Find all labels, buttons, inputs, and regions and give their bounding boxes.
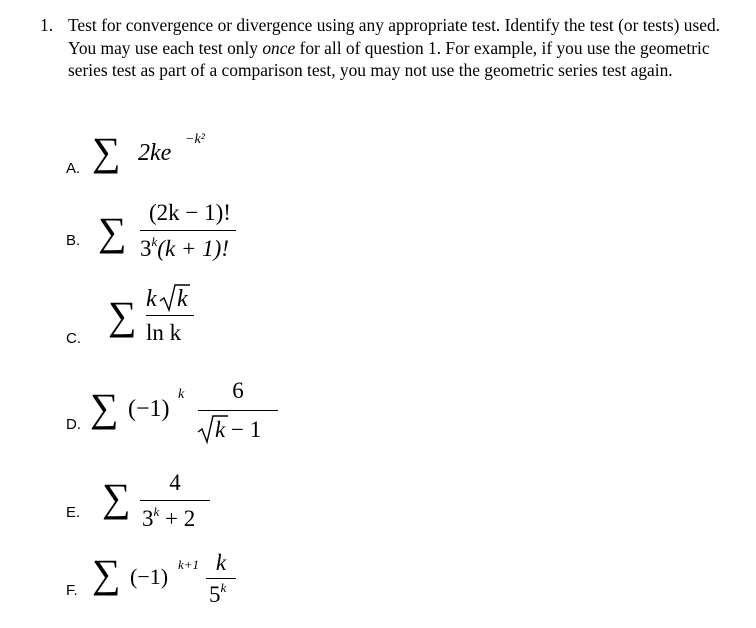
summation-icon: ∑: [90, 385, 119, 430]
part-b-den-rest: (k + 1)!: [157, 236, 229, 261]
part-d-den-rest: − 1: [225, 417, 262, 442]
fraction-bar: [140, 230, 236, 231]
part-f-numerator: k: [215, 550, 227, 575]
part-e-den-rest: + 2: [159, 506, 196, 531]
question-text-start: Test for convergence or divergence using any appropriate test. Identify the test (or tests) used. You may use each test only: [68, 15, 721, 58]
part-b-den-exponent: k: [151, 234, 158, 249]
question-text-emphasis: once: [262, 37, 296, 58]
part-b: [66, 198, 286, 268]
part-b-den-base: 3: [140, 236, 152, 261]
part-d-label: D.: [66, 416, 81, 433]
part-e-den-exponent: k: [153, 504, 160, 519]
part-e-numerator: 4: [169, 470, 181, 495]
summation-icon: ∑: [92, 551, 121, 596]
part-d: [66, 376, 306, 446]
part-d-numerator: 6: [232, 378, 244, 403]
part-c-denominator: [146, 320, 181, 346]
part-e-label: E.: [66, 504, 81, 521]
part-a: [66, 128, 266, 198]
part-c-den-text: ln k: [146, 320, 182, 345]
question-text-end: for all of question 1. For example, if you use the geometric series test as part of a comparison test, you may not use the geometric series test again.: [68, 37, 710, 80]
fraction-bar: [198, 410, 278, 411]
question-text: [68, 14, 728, 82]
part-c-num-k: k: [146, 286, 157, 312]
summation-icon: ∑: [98, 209, 127, 254]
part-d-denominator: [215, 417, 261, 443]
part-e-denominator: [142, 506, 195, 532]
part-f-label: F.: [66, 582, 78, 599]
part-a-base: 2ke: [138, 140, 172, 166]
fraction-bar: [146, 315, 194, 316]
part-a-label: A.: [66, 160, 81, 177]
part-d-sign-base: (−1): [128, 396, 170, 422]
part-b-label: B.: [66, 232, 81, 249]
summation-icon: ∑: [108, 293, 137, 338]
part-f-den-base: 5: [209, 582, 221, 607]
part-d-sign-exponent: k: [178, 387, 185, 402]
fraction-bar: [140, 500, 210, 501]
part-d-den-sqrt-k: k: [215, 417, 226, 442]
part-f-sign-base: (−1): [130, 564, 169, 589]
part-f: [66, 550, 266, 620]
part-f-denominator: [209, 582, 226, 608]
part-b-numerator: (2k − 1)!: [149, 200, 231, 225]
part-e: [66, 468, 266, 538]
part-a-exponent: −k²: [185, 132, 205, 147]
part-c: [66, 280, 246, 350]
part-c-label: C.: [66, 330, 81, 347]
question-number: 1.: [40, 15, 54, 35]
part-e-den-base: 3: [142, 506, 154, 531]
part-f-sign-exponent: k+1: [178, 557, 200, 572]
part-f-den-exponent: k: [220, 580, 227, 595]
summation-icon: ∑: [102, 475, 131, 520]
part-b-denominator: [140, 236, 229, 262]
summation-icon: ∑: [92, 129, 121, 174]
part-c-num-sqrt-k: k: [177, 286, 188, 312]
